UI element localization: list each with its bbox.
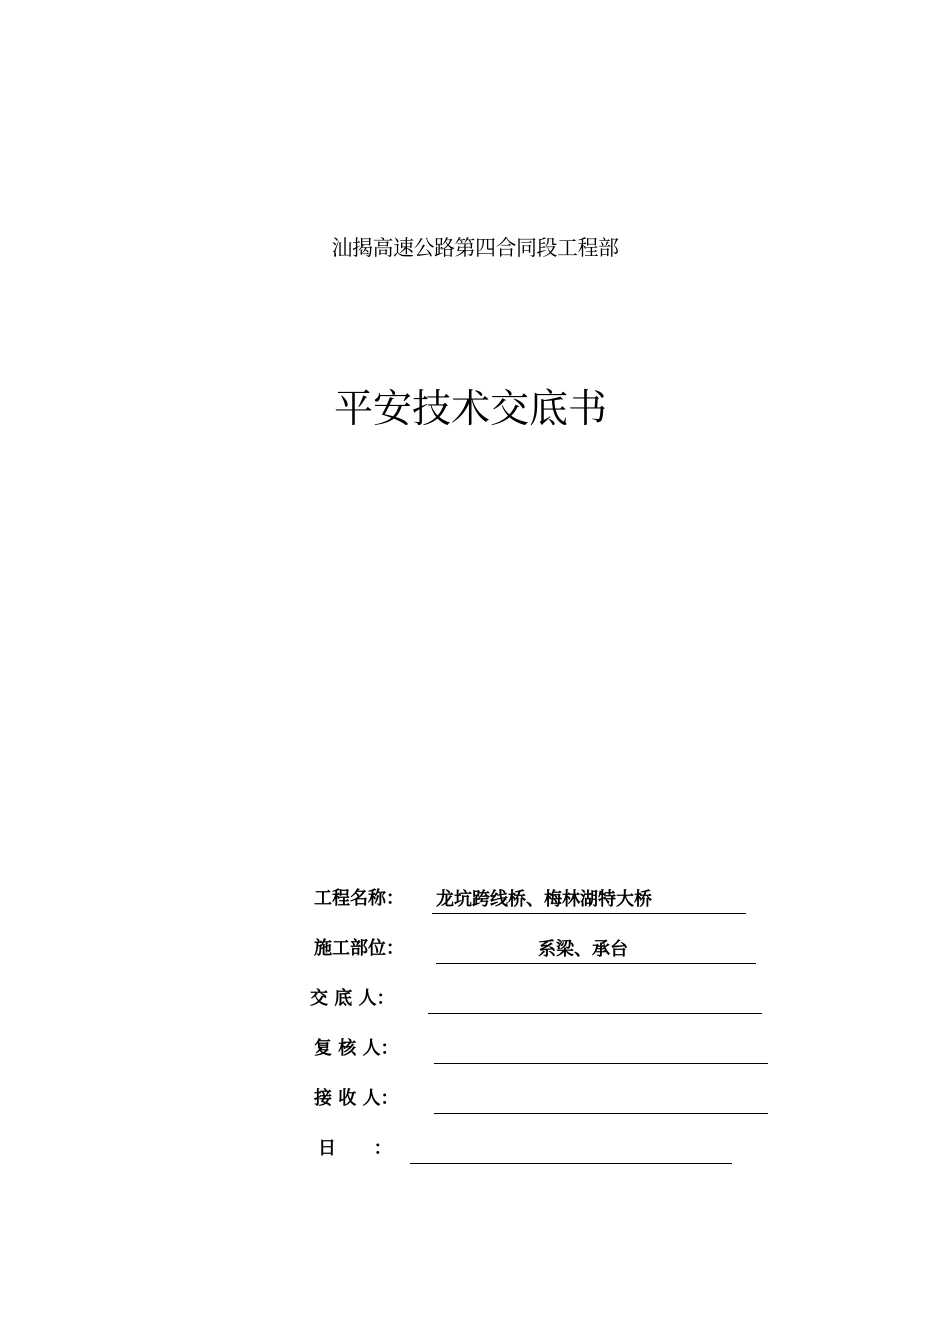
underline bbox=[428, 1013, 762, 1014]
field-presenter bbox=[310, 984, 770, 1014]
field-value: 系梁、承台 bbox=[538, 939, 628, 960]
underline bbox=[432, 913, 746, 914]
field-value: 龙坑跨线桥、梅林湖特大桥 bbox=[436, 889, 652, 910]
field-construction-part bbox=[314, 934, 764, 964]
document-title: 平安技术交底书 bbox=[334, 387, 608, 432]
field-label: 接 收 人： bbox=[314, 1088, 399, 1109]
field-label: 工程名称： bbox=[314, 888, 404, 909]
organization-name: 汕揭高速公路第四合同段工程部 bbox=[331, 236, 619, 260]
field-label: 交 底 人： bbox=[310, 988, 395, 1009]
underline bbox=[434, 1063, 768, 1064]
field-date bbox=[318, 1134, 738, 1164]
field-label: 日 ： bbox=[318, 1138, 392, 1159]
underline bbox=[434, 1113, 768, 1114]
underline bbox=[436, 963, 756, 964]
field-reviewer bbox=[314, 1034, 774, 1064]
field-label: 施工部位： bbox=[314, 938, 404, 959]
field-label: 复 核 人： bbox=[314, 1038, 399, 1059]
field-receiver bbox=[314, 1084, 774, 1114]
field-project-name bbox=[314, 884, 754, 914]
underline bbox=[410, 1163, 732, 1164]
